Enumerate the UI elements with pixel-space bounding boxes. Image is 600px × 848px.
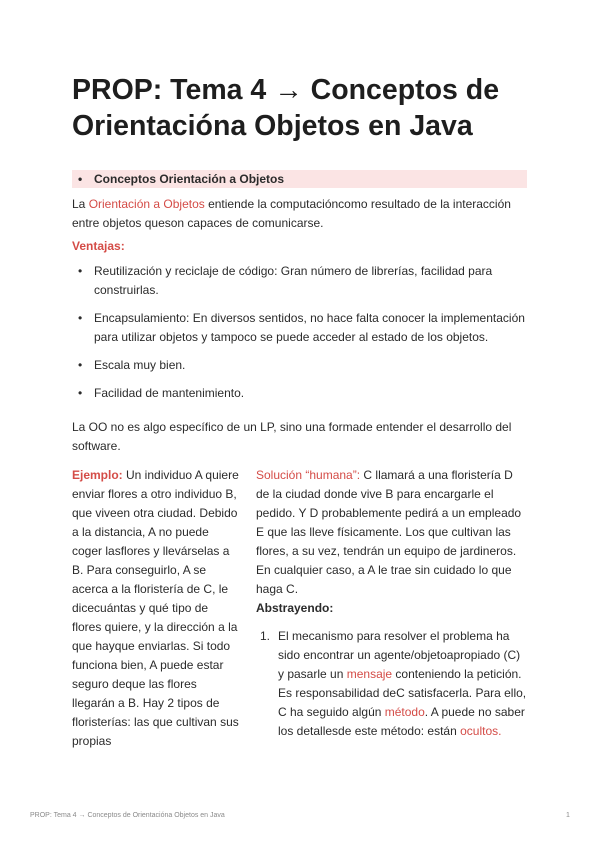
list-item: • Encapsulamiento: En diversos sentidos, no hace falta conocer la implementación para utilizar objetos y tampoco se puede acceder al estado de los objetos. (72, 309, 532, 347)
ejemplo-column (72, 466, 240, 751)
metodo-link[interactable]: método (384, 705, 425, 719)
item-number: 1. (260, 629, 271, 643)
ejemplo-text: Un individuo A quiere enviar flores a otro individuo B, que viveen otra ciudad. Debido a la distancia, A no puede coger lasflores y llevárselas a B. Para conseguirlo, A se acerca a la floristería de C, le dicecuántas y qué tipo de flores quiere, y la dirección a la que hayque enviarlas. Si todo funciona bien, A puede estar seguro deque las flores llegarán a B. Hay 2 tipos de floristerías: las que cultivan sus propias (72, 468, 239, 748)
list-item (256, 627, 528, 741)
solucion-paragraph (256, 466, 528, 599)
footer-title: PROP: Tema 4 → Conceptos de Orientacióna Objetos en Java (30, 812, 225, 819)
list-item: • Facilidad de mantenimiento. (72, 384, 532, 403)
ventajas-list (72, 262, 532, 403)
page-title: PROP: Tema 4 → Conceptos de Orientacióna Objetos en Java (72, 74, 500, 142)
solucion-text: C llamará a una floristería D de la ciudad donde vive B para encargarle el pedido. Y D probablemente pedirá a un empleado E que las lleve físicamente. Los que cultivan las flores, a su vez, tendrán un equipo de jardineros. En cualquier caso, a A le trae sin cuidado lo que haga C. (256, 468, 522, 596)
oo-paragraph: La OO no es algo específico de un LP, sino una formade entender el desarrollo del software. (72, 420, 512, 453)
item-text-part: El mecanismo para resolver el problema ha sido encontrar un agente/objetoapropiado (C) y pasarle un (278, 629, 521, 681)
abstrayendo-heading: Abstrayendo: (256, 601, 334, 615)
toggle-label: Conceptos Orientación a Objetos (94, 172, 285, 186)
list-item: • Escala muy bien. (72, 356, 532, 375)
item-text-part: conteniendo la petición. Es responsabilidad deC satisfacerla. Para ello, C ha seguido algún (278, 667, 527, 719)
toggle-header[interactable] (72, 170, 527, 188)
abstrayendo-list (256, 627, 528, 741)
solucion-column (256, 466, 528, 741)
intro-suffix: entiende la computacióncomo resultado de la interacción entre objetos queson capaces de comunicarse. (72, 197, 511, 230)
ocultos-link[interactable]: ocultos. (460, 724, 502, 738)
ventajas-heading: Ventajas: (72, 239, 125, 253)
intro-paragraph (72, 195, 532, 233)
page-number: 1 (566, 812, 570, 819)
oo-link[interactable]: Orientación a Objetos (88, 197, 205, 211)
list-item: • Reutilización y reciclaje de código: Gran número de librerías, facilidad para construirlas. (72, 262, 532, 300)
bullet-icon: • (78, 172, 83, 186)
mensaje-link[interactable]: mensaje (346, 667, 393, 681)
solucion-label: Solución “humana”: (256, 468, 361, 482)
item-text-part: . A puede no saber los detallesde este método: están (278, 705, 525, 738)
intro-prefix: La (72, 197, 89, 211)
ejemplo-label: Ejemplo: (72, 468, 123, 482)
